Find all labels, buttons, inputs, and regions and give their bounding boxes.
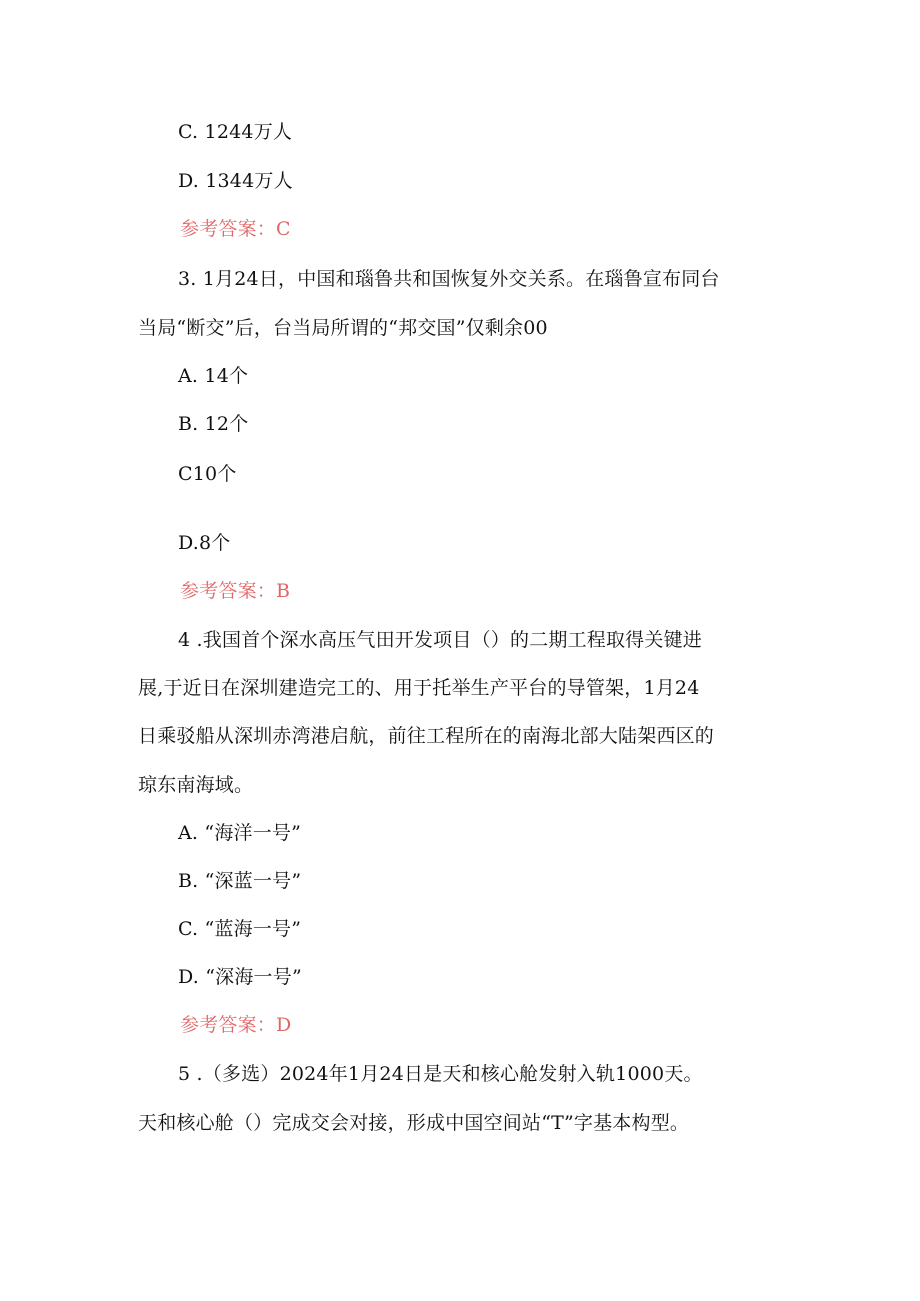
q3-option-b: B. 12个 bbox=[178, 413, 249, 435]
q3-question-line-1: 3. 1月24日，中国和瑙鲁共和国恢复外交关系。在瑙鲁宣布同台 bbox=[178, 268, 720, 290]
q4-option-d: D. “深海一号” bbox=[178, 966, 302, 988]
q4-question-line-3: 日乘驳船从深圳赤湾港启航，前往工程所在的南海北部大陆架西区的 bbox=[138, 725, 715, 747]
q3-question-line-2: 当局“断交”后，台当局所谓的“邦交国”仅剩余00 bbox=[138, 317, 548, 339]
q2-answer: 参考答案：C bbox=[180, 218, 291, 240]
q5-question-line-2: 天和核心舱（）完成交会对接，形成中国空间站“T”字基本构型。 bbox=[138, 1112, 690, 1134]
q3-option-c: C10个 bbox=[178, 463, 237, 485]
q4-answer: 参考答案：D bbox=[180, 1014, 292, 1036]
q4-option-c: C. “蓝海一号” bbox=[178, 918, 302, 940]
q4-question-line-1: 4 .我国首个深水高压气田开发项目（）的二期工程取得关键进 bbox=[178, 629, 702, 651]
q3-answer: 参考答案：B bbox=[180, 580, 291, 602]
q4-option-a: A. “海洋一号” bbox=[178, 822, 302, 844]
q4-question-line-4: 琼东南海域。 bbox=[138, 774, 254, 796]
q4-option-b: B. “深蓝一号” bbox=[178, 870, 302, 892]
q2-option-c: C. 1244万人 bbox=[178, 121, 293, 143]
q4-question-line-2: 展,于近日在深圳建造完工的、用于托举生产平台的导管架，1月24 bbox=[138, 677, 700, 699]
q2-option-d: D. 1344万人 bbox=[178, 170, 293, 192]
q5-question-line-1: 5 .（多选）2024年1月24日是天和核心舱发射入轨1000天。 bbox=[178, 1063, 703, 1085]
q3-option-a: A. 14个 bbox=[178, 365, 249, 387]
q3-option-d: D.8个 bbox=[178, 532, 231, 554]
